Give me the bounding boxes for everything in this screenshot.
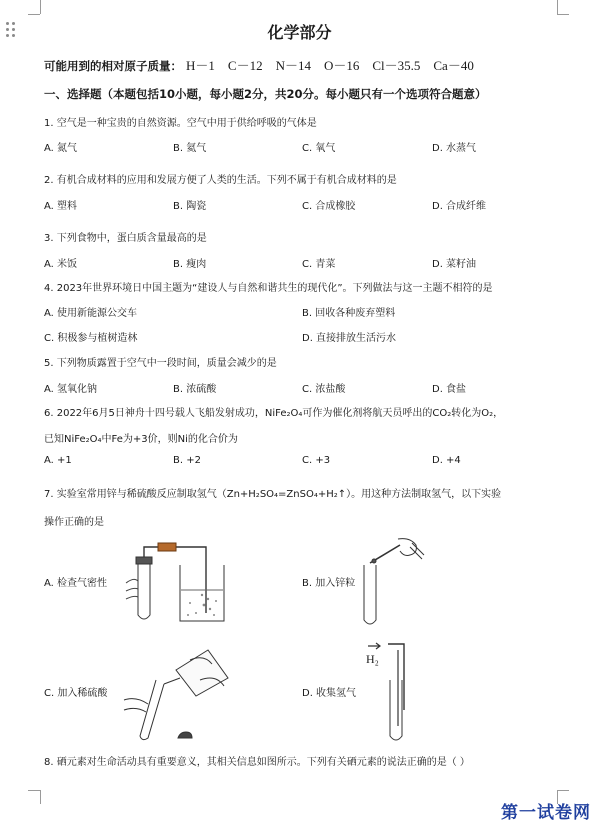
atomic-masses-label: 可能用到的相对原子质量：	[44, 59, 182, 73]
option-c: C. 氧气	[302, 143, 336, 154]
option-d: D. 合成纤维	[432, 201, 487, 212]
crop-mark-top-right	[557, 0, 558, 14]
diagram-airtightness-check	[120, 535, 230, 625]
atomic-masses-values: H－1 C－12 N－14 O－16 Cl－35.5 Ca－40	[186, 58, 474, 73]
question-stem: 7. 实验室常用锌与稀硫酸反应制取氢气（Zn+H₂SO₄=ZnSO₄+H₂↑）。用这种方法制取氢气，以下实验	[44, 489, 502, 500]
option-a: A. 使用新能源公交车	[44, 308, 138, 319]
option-c: C. 合成橡胶	[302, 201, 356, 212]
watermark: 第一试卷网	[501, 803, 591, 823]
option-c: C. 青菜	[302, 259, 336, 270]
option-a: A. +1	[44, 455, 72, 466]
question-stem-continued: 已知NiFe₂O₄中Fe为+3价，则Ni的化合价为	[44, 434, 238, 445]
option-b: B. 加入锌粒	[302, 578, 356, 589]
atomic-masses-line	[44, 55, 474, 74]
section-heading: 一、选择题（本题包括10小题，每小题2分，共20分。每小题只有一个选项符合题意）	[44, 87, 487, 101]
question-stem: 5. 下列物质露置于空气中一段时间，质量会减少的是	[44, 358, 277, 369]
option-b: B. 瘦肉	[173, 259, 207, 270]
option-d: D. 收集氢气	[302, 688, 357, 699]
option-c: C. 加入稀硫酸	[44, 688, 108, 699]
option-b: B. 浓硫酸	[173, 384, 217, 395]
option-d: D. 食盐	[432, 384, 467, 395]
option-d: D. 直接排放生活污水	[302, 333, 397, 344]
question-stem: 8. 硒元素对生命活动具有重要意义，其相关信息如图所示。下列有关硒元素的说法正确的是（ ）	[44, 757, 470, 768]
option-d: D. 水蒸气	[432, 143, 477, 154]
question-stem: 2. 有机合成材料的应用和发展方便了人类的生活。下列不属于有机合成材料的是	[44, 175, 397, 186]
diagram-add-zinc	[352, 535, 432, 630]
question-stem: 3. 下列食物中，蛋白质含量最高的是	[44, 233, 207, 244]
diagram-add-sulfuric-acid	[120, 640, 240, 750]
option-a: A. 氮气	[44, 143, 78, 154]
option-a: A. 米饭	[44, 259, 78, 270]
option-d: D. 菜籽油	[432, 259, 477, 270]
option-a: A. 氢氧化钠	[44, 384, 98, 395]
h2-label: H₂	[366, 652, 379, 666]
option-b: B. 氦气	[173, 143, 207, 154]
option-b: B. 回收各种废弃塑料	[302, 308, 396, 319]
option-b: B. 陶瓷	[173, 201, 207, 212]
option-b: B. +2	[173, 455, 201, 466]
option-c: C. +3	[302, 455, 331, 466]
crop-mark-bottom-left-h	[28, 790, 40, 791]
crop-mark-top-right-h	[557, 14, 569, 15]
question-stem: 4. 2023年世界环境日中国主题为“建设人与自然和谐共生的现代化”。下列做法与这一主题不相符的是	[44, 283, 493, 294]
crop-mark-bottom-left	[40, 790, 41, 804]
crop-mark-top-left-h	[28, 14, 40, 15]
option-c: C. 浓盐酸	[302, 384, 346, 395]
question-stem: 1. 空气是一种宝贵的自然资源。空气中用于供给呼吸的气体是	[44, 118, 317, 129]
option-d: D. +4	[432, 455, 461, 466]
crop-mark-top-left	[40, 0, 41, 14]
option-a: A. 塑料	[44, 201, 78, 212]
option-c: C. 积极参与植树造林	[44, 333, 138, 344]
page-title: 化学部分	[267, 23, 332, 42]
question-stem-continued: 操作正确的是	[44, 517, 104, 528]
crop-mark-bottom-right-h	[557, 790, 569, 791]
question-stem: 6. 2022年6月5日神舟十四号载人飞船发射成功，NiFe₂O₄可作为催化剂将航天员呼出的CO₂转化为O₂，	[44, 408, 504, 419]
option-a: A. 检查气密性	[44, 578, 108, 589]
